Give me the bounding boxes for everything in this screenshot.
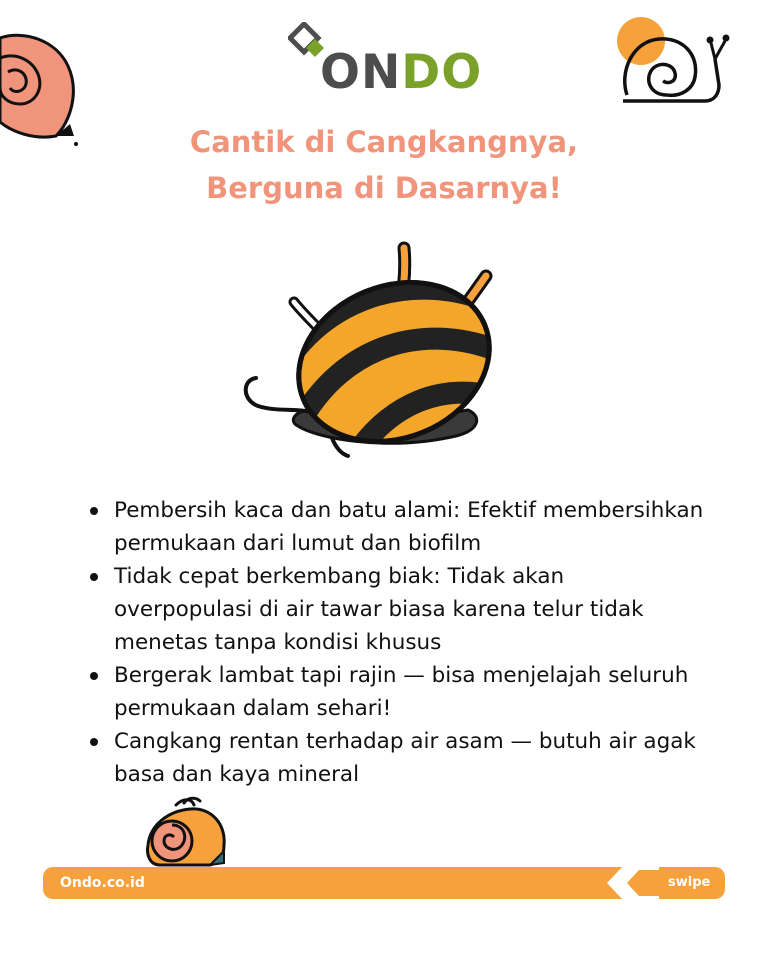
- snail-icon: [140, 795, 232, 870]
- footer-website-link[interactable]: Ondo.co.id: [60, 875, 145, 891]
- page-title: [84, 119, 684, 211]
- snail-icon: [615, 15, 735, 110]
- bullet-icon: [90, 507, 98, 515]
- list-item-text: Cangkang rentan terhadap air asam — butuh air agak basa dan kaya mineral: [114, 729, 696, 787]
- bullet-icon: [90, 573, 98, 581]
- list-item: [86, 659, 706, 725]
- list-item-text: Pembersih kaca dan batu alami: Efektif membersihkan permukaan dari lumut dan biofilm: [114, 498, 704, 556]
- list-item: [86, 560, 706, 659]
- list-item: [86, 725, 706, 791]
- feature-list: [86, 494, 706, 791]
- list-item-text: Tidak cepat berkembang biak: Tidak akan overpopulasi di air tawar biasa karena telur tidak menetas tanpa kondisi khusus: [114, 564, 644, 655]
- list-item-text: Bergerak lambat tapi rajin — bisa menjelajah seluruh permukaan dalam sehari!: [114, 663, 689, 721]
- brand-name-part2: DO: [401, 45, 483, 100]
- chevron-left-icon: [603, 864, 659, 902]
- list-item: [86, 494, 706, 560]
- snail-icon: [0, 18, 94, 148]
- bumblebee-snail-icon: [236, 230, 506, 470]
- title-line-2: Berguna di Dasarnya!: [206, 171, 562, 205]
- brand-name: [320, 44, 482, 102]
- brand-name-part1: ON: [320, 45, 402, 100]
- swipe-label[interactable]: swipe: [668, 875, 711, 890]
- bullet-icon: [90, 672, 98, 680]
- title-line-1: Cantik di Cangkangnya,: [189, 125, 579, 159]
- ondo-logo: [286, 18, 486, 98]
- bullet-icon: [90, 738, 98, 746]
